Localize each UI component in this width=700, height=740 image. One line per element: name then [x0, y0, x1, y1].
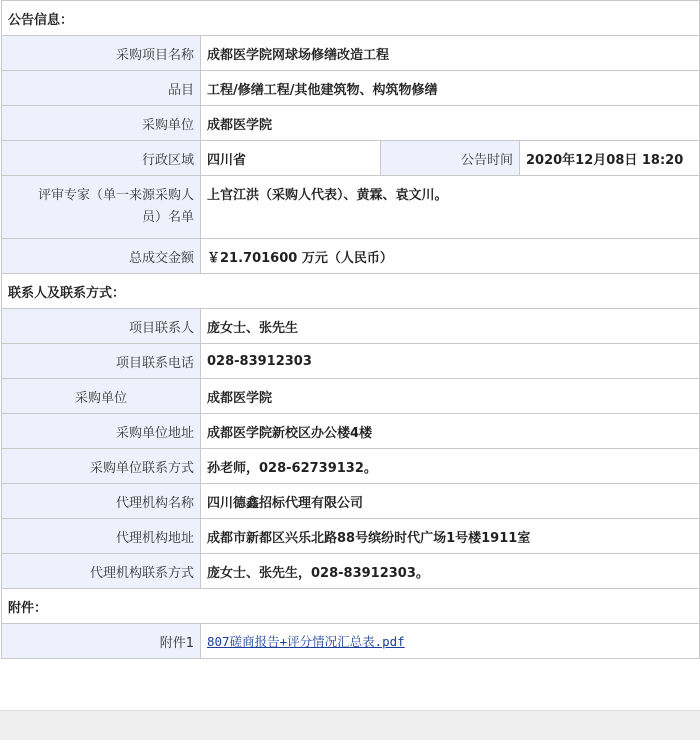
region-label: 行政区域: [2, 141, 201, 176]
attachment-cell: [201, 624, 700, 659]
experts-label: 评审专家（单一来源采购人员）名单: [2, 176, 201, 239]
project-name-label: 采购项目名称: [2, 36, 201, 71]
purchaser-address-label: 采购单位地址: [2, 414, 201, 449]
category-value: 工程/修缮工程/其他建筑物、构筑物修缮: [201, 71, 700, 106]
section-notice-info: 公告信息：: [2, 1, 700, 36]
publish-time-value: 2020年12月08日 18:20: [520, 141, 700, 176]
project-contact-label: 项目联系人: [2, 309, 201, 344]
amount-label: 总成交金额: [2, 239, 201, 274]
agency-name-value: 四川德鑫招标代理有限公司: [201, 484, 700, 519]
section-attachments: 附件：: [2, 589, 700, 624]
project-phone-value: 028-83912303: [201, 344, 700, 379]
footer-band: [0, 710, 700, 740]
experts-value: 上官江洪（采购人代表）、黄霖、袁文川。: [201, 176, 700, 239]
purchaser-contact-label: 采购单位联系方式: [2, 449, 201, 484]
section-contacts: 联系人及联系方式：: [2, 274, 700, 309]
notice-table: [1, 0, 700, 659]
contact-purchaser-value: 成都医学院: [201, 379, 700, 414]
attachment-link[interactable]: 807磋商报告+评分情况汇总表.pdf: [207, 634, 405, 649]
agency-address-label: 代理机构地址: [2, 519, 201, 554]
agency-contact-label: 代理机构联系方式: [2, 554, 201, 589]
project-phone-label: 项目联系电话: [2, 344, 201, 379]
purchaser-contact-value: 孙老师，028-62739132。: [201, 449, 700, 484]
amount-value: ￥21.701600 万元（人民币）: [201, 239, 700, 274]
agency-contact-value: 庞女士、张先生，028-83912303。: [201, 554, 700, 589]
purchaser-address-value: 成都医学院新校区办公楼4楼: [201, 414, 700, 449]
publish-time-label: 公告时间: [381, 141, 520, 176]
project-contact-value: 庞女士、张先生: [201, 309, 700, 344]
region-value: 四川省: [201, 141, 381, 176]
purchaser-value: 成都医学院: [201, 106, 700, 141]
agency-address-value: 成都市新都区兴乐北路88号缤纷时代广场1号楼1911室: [201, 519, 700, 554]
project-name-value: 成都医学院网球场修缮改造工程: [201, 36, 700, 71]
attachment-label: 附件1: [2, 624, 201, 659]
agency-name-label: 代理机构名称: [2, 484, 201, 519]
contact-purchaser-label: 采购单位: [2, 379, 201, 414]
category-label: 品目: [2, 71, 201, 106]
purchaser-label: 采购单位: [2, 106, 201, 141]
